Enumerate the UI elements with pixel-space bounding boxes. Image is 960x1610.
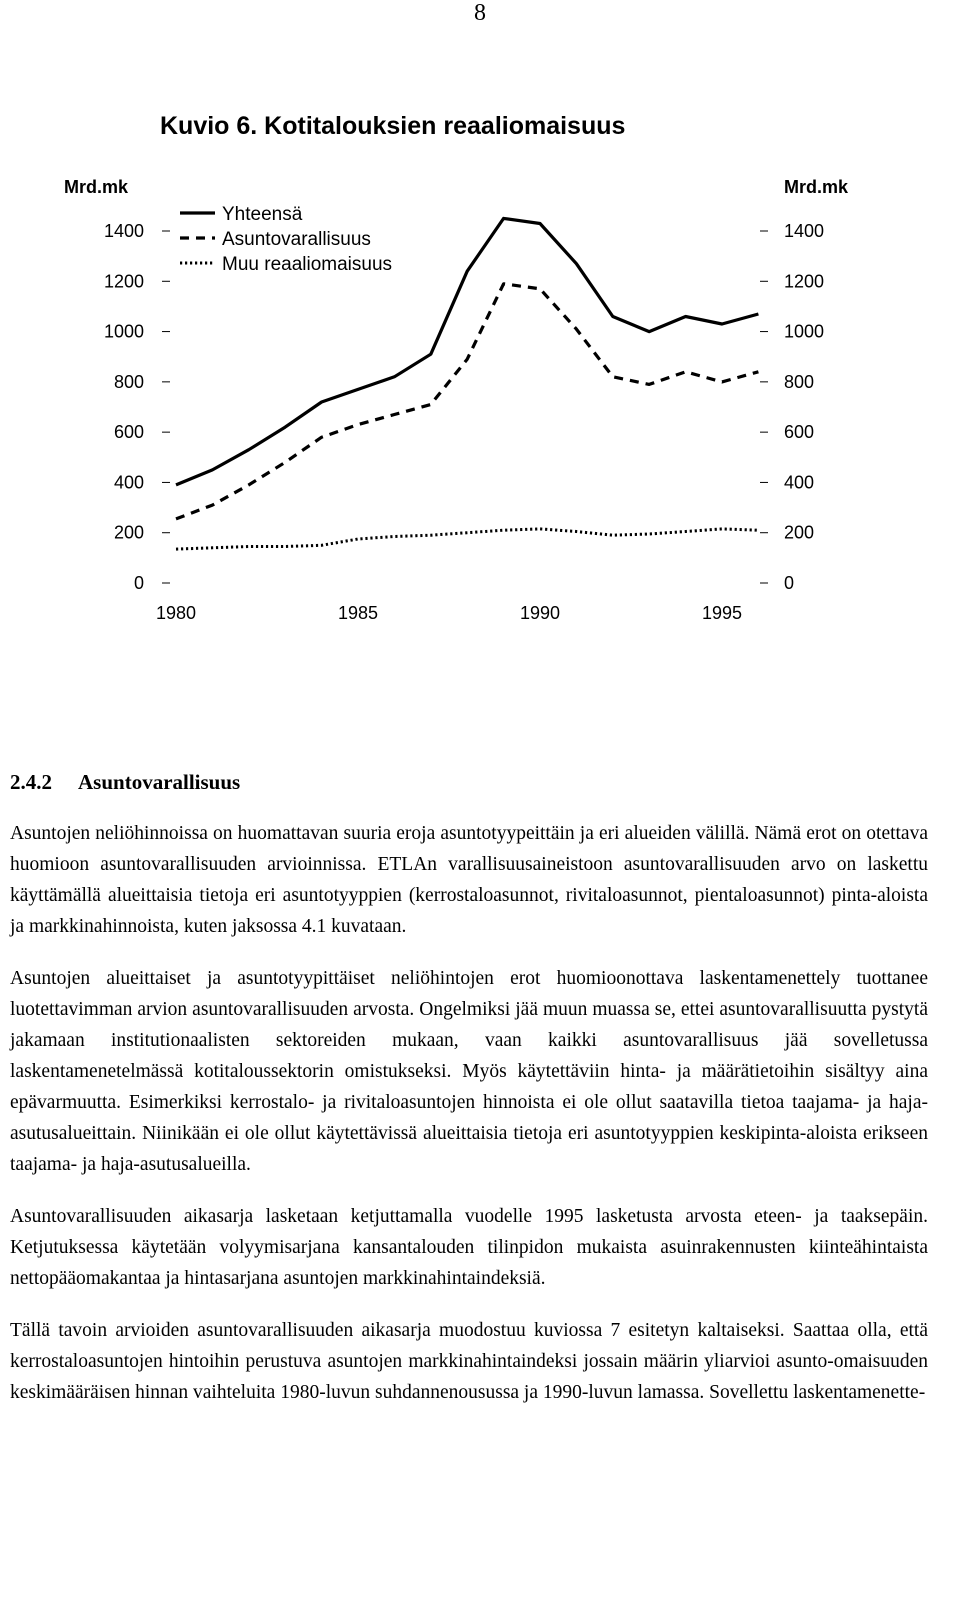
x-tick-label: 1980 [155,603,197,623]
paragraph-3: Asuntovarallisuuden aikasarja lasketaan ketjuttamalla vuodelle 1995 lasketusta arvosta eteen- ja taaksepäin. Ketjutuksessa käytetään volyymisarjana kansantalouden tilinpidon mukaista asuinrakennusten kiinteähintaista nettopääomakantaa ja hintasarjana asuntojen markkinahintaindeksiä. [10,1206,928,1289]
x-tick-label: 1995 [701,603,743,623]
body-text [10,818,928,1429]
y-tick-label-right: 0 [784,573,795,593]
y-tick-label-left: 400 [113,472,144,493]
section-title: Asuntovarallisuus [78,770,241,794]
y-tick-label-left: 1400 [103,221,144,241]
figure-title: Kuvio 6. Kotitalouksien reaaliomaisuus [160,112,626,140]
y-tick-label-left: 1000 [103,321,144,342]
y-tick-label-right: 600 [784,422,815,443]
series-line-3 [176,529,758,549]
y-tick-label-right: 200 [784,522,815,543]
x-tick-label: 1985 [337,603,379,623]
section-heading [10,770,240,795]
line-chart [40,160,849,640]
y-axis-label-right: Mrd.mk [784,177,849,197]
chart-legend [180,204,392,275]
x-tick-label: 1990 [519,603,561,623]
y-tick-label-right: 800 [784,371,815,392]
legend-label: Muu reaaliomaisuus [222,254,393,275]
section-number: 2.4.2 [10,770,52,794]
paragraph-4: Tällä tavoin arvioiden asuntovarallisuuden aikasarja muodostuu kuviossa 7 esitetyn kaltaiseksi. Saattaa olla, että kerrostaloasuntojen hintoihin perustuva asuntojen markkinahintaindeksi jossain määrin yliarvioi asunto-omaisuuden keskimääräisen hinnan vaihteluita 1980-luvun suhdannenousussa ja 1990-luvun lamassa. Sovellettu laskentamenette- [10,1320,928,1403]
y-tick-label-right: 400 [784,472,815,493]
y-axis-label-left: Mrd.mk [64,177,129,197]
legend-label: Yhteensä [222,204,303,225]
y-tick-label-right: 1400 [784,221,825,241]
y-tick-label-left: 600 [113,422,144,443]
series-line-2 [176,284,758,519]
y-tick-label-left: 1200 [103,271,144,292]
paragraph-1: Asuntojen neliöhinnoissa on huomattavan suuria eroja asuntotyypeittäin ja eri alueiden välillä. Nämä erot on otettava huomioon asuntovarallisuuden arvioinnissa. ETLAn varallisuusaineistoon asuntovarallisuuden arvo on laskettu käyttämällä alueittaisia tietoja eri asuntotyyppien (kerrostaloasunnot, rivitaloasunnot, pientaloasunnot) pinta-aloista ja markkinahinnoista, kuten jaksossa 4.1 kuvataan. [10,823,928,937]
page-number: 8 [474,0,486,26]
y-tick-label-left: 0 [133,573,144,593]
y-tick-label-left: 200 [113,522,144,543]
y-tick-label-right: 1200 [784,271,825,292]
paragraph-2: Asuntojen alueittaiset ja asuntotyypittäiset neliöhintojen erot huomioonottava laskentamenettely tuottanee luotettavimman arvion asuntovarallisuuden arvosta. Ongelmiksi jää muun muassa se, ettei asuntovarallisuutta pystytä jakamaan institutionaalisten sektoreiden mukaan, vaan kaikki asuntovarallisuus jää sovelletussa laskentamenetelmässä kotitaloussektorin omistukseksi. Myös käytettäviin hinta- ja määrätietoihin sisältyy aina epävarmuutta. Esimerkiksi kerrostalo- ja rivitaloasuntojen hinnoista ei ole ollut saatavilla tietoa taajama- ja haja-asutusalueittain. Niinikään ei ole ollut käytettävissä alueittaisia tietoja eri asuntotyyppien keskipinta-aloista erikseen taajama- ja haja-asutusalueilla. [10,968,928,1175]
y-tick-label-right: 1000 [784,321,825,342]
legend-label: Asuntovarallisuus [222,229,371,250]
y-tick-label-left: 800 [113,371,144,392]
